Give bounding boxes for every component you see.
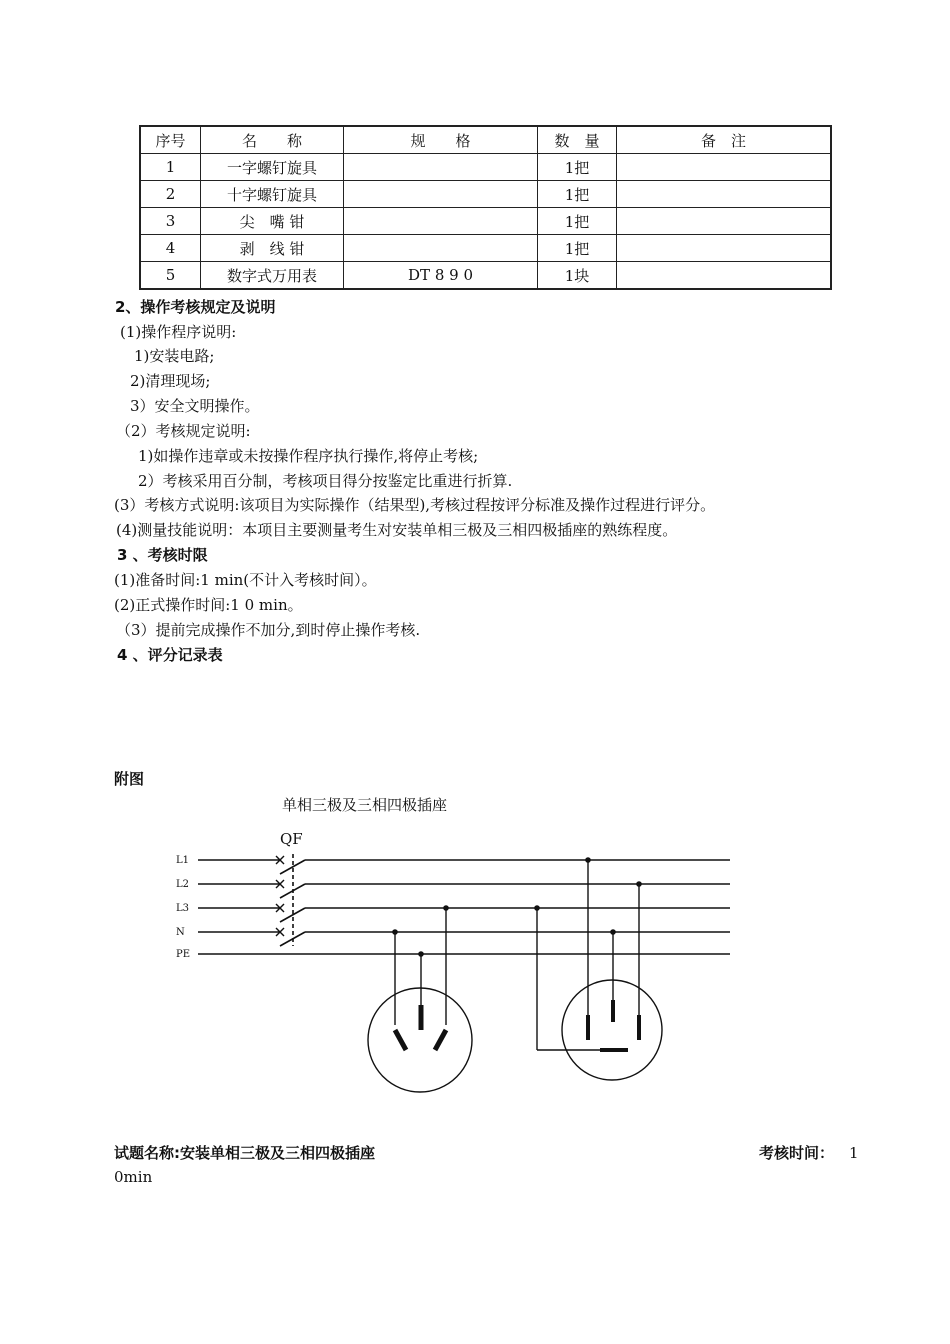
cell-qty: 1把 xyxy=(538,181,617,208)
section2-p2: （2）考核规定说明: xyxy=(116,422,251,440)
single-phase-socket xyxy=(368,905,472,1092)
header-spec: 规 格 xyxy=(344,126,538,154)
header-no: 序号 xyxy=(140,126,201,154)
cell-note xyxy=(617,235,832,262)
cell-spec xyxy=(344,181,538,208)
section2-title: 2、操作考核规定及说明 xyxy=(115,298,276,316)
cell-qty: 1把 xyxy=(538,235,617,262)
cell-spec: DT 8 9 0 xyxy=(344,262,538,290)
section2-p3: (3）考核方式说明:该项目为实际操作（结果型),考核过程按评分标准及操作过程进行评分。 xyxy=(114,496,716,514)
exam-name: 试题名称:安装单相三极及三相四极插座 xyxy=(114,1144,376,1162)
diagram-title: 单相三极及三相四极插座 xyxy=(282,796,448,814)
cell-qty: 1块 xyxy=(538,262,617,290)
cell-note xyxy=(617,181,832,208)
socket-wiring-diagram xyxy=(160,790,740,1100)
header-name: 名 称 xyxy=(201,126,344,154)
header-note: 备 注 xyxy=(617,126,832,154)
cell-note xyxy=(617,262,832,290)
label-pe: PE xyxy=(176,949,191,960)
section2-p2-1: 1)如操作违章或未按操作程序执行操作,将停止考核; xyxy=(138,447,479,465)
section2-p1-3: 3）安全文明操作。 xyxy=(130,397,260,415)
cell-qty: 1把 xyxy=(538,154,617,181)
table-row xyxy=(140,154,831,181)
section2-p2-2: 2）考核采用百分制，考核项目得分按鉴定比重进行折算. xyxy=(138,472,513,490)
cell-no: 1 xyxy=(140,154,201,181)
section2-p1-1: 1)安装电路; xyxy=(134,347,215,365)
appendix-label: 附图 xyxy=(114,770,145,788)
cell-name: 数字式万用表 xyxy=(201,262,344,290)
cell-name: 十字螺钉旋具 xyxy=(201,181,344,208)
cell-name: 尖 嘴 钳 xyxy=(201,208,344,235)
section4-title: 4 、评分记录表 xyxy=(117,646,223,664)
table-row xyxy=(140,262,831,290)
table-row xyxy=(140,235,831,262)
label-l3: L3 xyxy=(176,903,190,914)
cell-name: 剥 线 钳 xyxy=(201,235,344,262)
section3-p2: (2)正式操作时间:1 0 min。 xyxy=(114,596,303,614)
cell-no: 4 xyxy=(140,235,201,262)
table-row xyxy=(140,181,831,208)
cell-spec xyxy=(344,154,538,181)
section3-title: 3 、考核时限 xyxy=(117,546,208,564)
exam-time-value-2: 0min xyxy=(114,1168,153,1186)
cell-note xyxy=(617,208,832,235)
section3-p3: （3）提前完成操作不加分,到时停止操作考核. xyxy=(116,621,421,639)
cell-no: 3 xyxy=(140,208,201,235)
exam-time-label: 考核时间： xyxy=(759,1144,835,1162)
label-n: N xyxy=(176,927,185,938)
exam-time-value-1: 1 xyxy=(849,1144,859,1162)
cell-qty: 1把 xyxy=(538,208,617,235)
cell-note xyxy=(617,154,832,181)
header-qty: 数 量 xyxy=(538,126,617,154)
cell-spec xyxy=(344,208,538,235)
section2-p1: (1)操作程序说明: xyxy=(120,323,237,341)
section2-p4: (4)测量技能说明：本项目主要测量考生对安装单相三极及三相四极插座的熟练程度。 xyxy=(116,521,678,539)
section2-p1-2: 2)清理现场; xyxy=(130,372,211,390)
section3-p1: (1)准备时间:1 min(不计入考核时间）。 xyxy=(114,571,377,589)
cell-no: 2 xyxy=(140,181,201,208)
table-header-row xyxy=(140,126,831,154)
three-phase-socket xyxy=(534,857,662,1080)
label-l1: L1 xyxy=(176,855,190,866)
cell-name: 一字螺钉旋具 xyxy=(201,154,344,181)
cell-spec xyxy=(344,235,538,262)
cell-no: 5 xyxy=(140,262,201,290)
label-l2: L2 xyxy=(176,879,190,890)
tools-table xyxy=(139,125,832,290)
table-row xyxy=(140,208,831,235)
breaker-label: QF xyxy=(280,830,303,848)
